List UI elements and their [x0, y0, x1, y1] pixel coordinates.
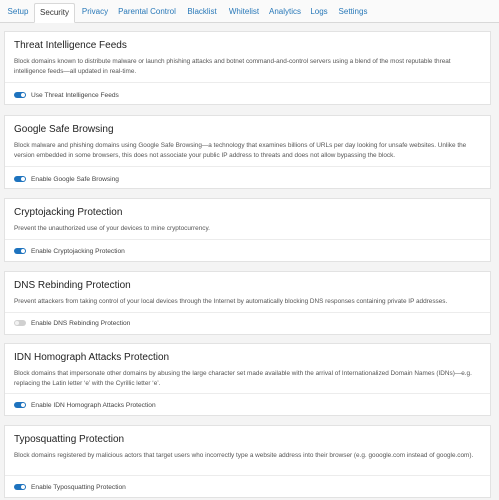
idn-homograph-attacks-protection-card — [4, 343, 491, 416]
section-description: Prevent attackers from taking control of your local devices through the Internet by automatically blocking DNS responses containing private IP addresses. — [14, 298, 448, 305]
tab-privacy[interactable]: Privacy — [81, 7, 109, 16]
toggle-knob — [15, 321, 19, 325]
threat-intelligence-feeds-toggle[interactable] — [14, 92, 26, 98]
dns-rebinding-protection-card — [4, 271, 491, 335]
card-header — [5, 199, 490, 240]
toggle-label: Enable Cryptojacking Protection — [31, 247, 125, 255]
section-title: IDN Homograph Attacks Protection — [14, 352, 170, 363]
typosquatting-protection-card — [4, 425, 491, 498]
toggle-knob — [21, 403, 25, 407]
google-safe-browsing-toggle[interactable] — [14, 176, 26, 182]
section-title: DNS Rebinding Protection — [14, 280, 131, 291]
card-header — [5, 272, 490, 313]
tab-whitelist[interactable]: Whitelist — [228, 7, 260, 16]
idn-homograph-attacks-protection-toggle[interactable] — [14, 402, 26, 408]
toggle-row[interactable] — [14, 481, 126, 493]
toggle-row[interactable] — [14, 317, 130, 329]
tab-blacklist[interactable]: Blacklist — [187, 7, 217, 16]
toggle-knob — [21, 93, 25, 97]
toggle-label: Enable Google Safe Browsing — [31, 175, 119, 183]
toggle-row[interactable] — [14, 173, 119, 185]
section-description: Block malware and phishing domains using Google Safe Browsing—a technology that examines billions of URLs per day looking for unsafe websites. Unlike the version embedded in some browsers, this does not associate your public IP address to threats and does not allow bypassing the block. — [14, 142, 467, 159]
toggle-knob — [21, 485, 25, 489]
cryptojacking-protection-card — [4, 198, 491, 262]
card-header — [5, 344, 490, 394]
typosquatting-protection-toggle[interactable] — [14, 484, 26, 490]
toggle-label: Enable Typosquatting Protection — [31, 483, 126, 491]
toggle-knob — [21, 177, 25, 181]
dns-rebinding-protection-toggle[interactable] — [14, 320, 26, 326]
tab-parental-control[interactable]: Parental Control — [118, 7, 176, 16]
tab-logs[interactable]: Logs — [310, 7, 328, 16]
section-title: Google Safe Browsing — [14, 124, 114, 135]
section-description: Block domains known to distribute malware or launch phishing attacks and botnet command-and-control servers using a blend of the most reputable threat intelligence feeds—all updated in real-time. — [14, 58, 451, 75]
section-title: Typosquatting Protection — [14, 434, 125, 445]
toggle-row[interactable] — [14, 245, 125, 257]
toggle-row[interactable] — [14, 89, 119, 101]
section-title: Threat Intelligence Feeds — [14, 40, 127, 51]
tab-security[interactable]: Security — [34, 3, 75, 23]
section-description: Block domains registered by malicious actors that target users who incorrectly type a website address into their browser (e.g. gooogle.com instead of google.com). — [14, 452, 474, 459]
toggle-label: Enable DNS Rebinding Protection — [31, 319, 131, 327]
card-header — [5, 116, 490, 167]
section-description: Block domains that impersonate other domains by abusing the large character set made available with the arrival of Internationalized Domain Names (IDNs)—e.g. replacing the Latin letter ‘e’ with the Cyrillic letter ‘е’. — [14, 370, 472, 387]
cryptojacking-protection-toggle[interactable] — [14, 248, 26, 254]
card-header — [5, 32, 490, 83]
google-safe-browsing-card — [4, 115, 491, 189]
section-description: Prevent the unauthorized use of your devices to mine cryptocurrency. — [14, 225, 210, 232]
tab-bar — [0, 0, 499, 23]
section-title: Cryptojacking Protection — [14, 207, 123, 218]
card-header — [5, 426, 490, 476]
threat-intelligence-feeds-card — [4, 31, 491, 105]
tab-setup[interactable]: Setup — [7, 7, 29, 16]
tab-analytics[interactable]: Analytics — [268, 7, 301, 16]
tab-settings[interactable]: Settings — [338, 7, 368, 16]
toggle-label: Use Threat Intelligence Feeds — [31, 91, 119, 99]
toggle-knob — [21, 249, 25, 253]
toggle-row[interactable] — [14, 399, 156, 411]
toggle-label: Enable IDN Homograph Attacks Protection — [31, 401, 156, 409]
